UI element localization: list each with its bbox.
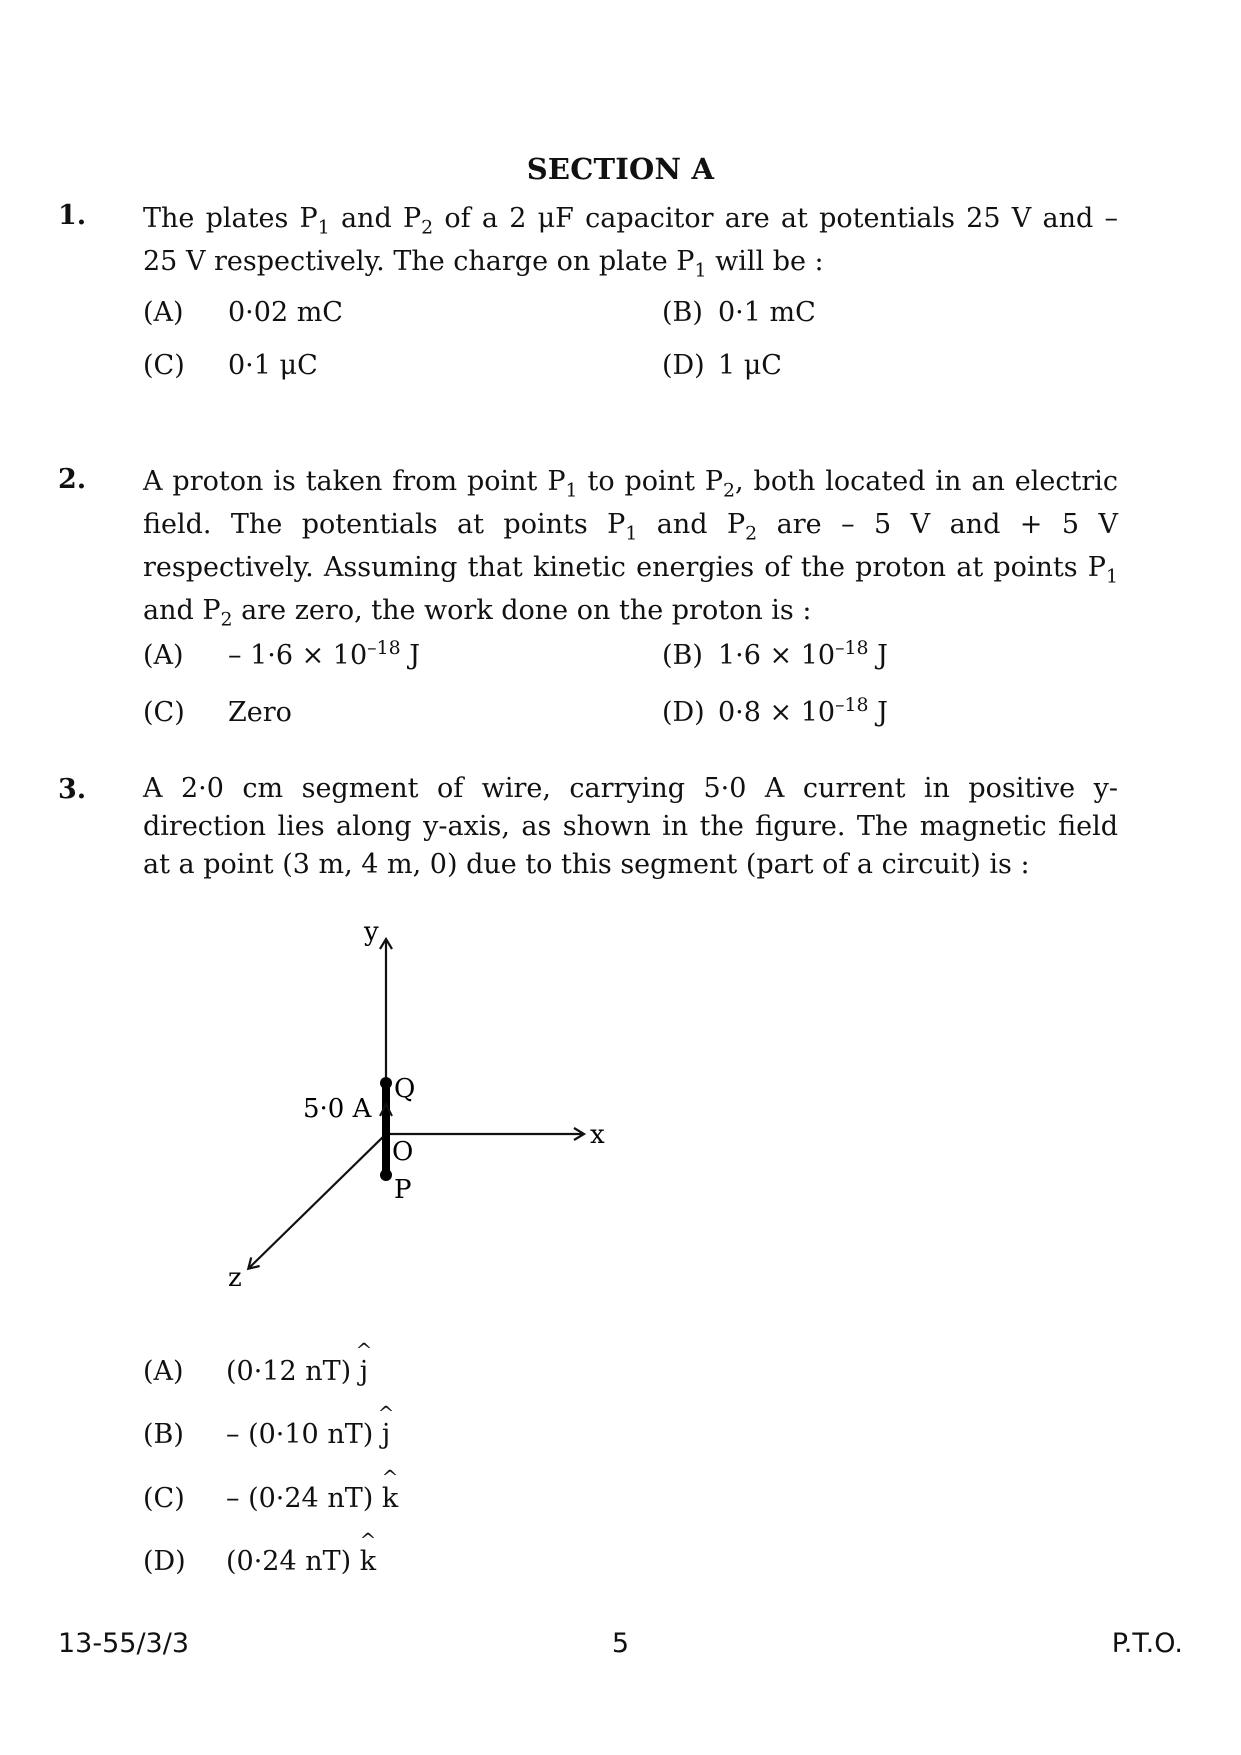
q2-option-b-label: (B) xyxy=(662,640,703,671)
question-1-number: 1. xyxy=(58,200,87,231)
q2-option-d-value: $0\cdot 8 \times 10^{-18}$ J xyxy=(718,694,888,728)
q1-option-a-label: (A) xyxy=(143,297,184,328)
q2-option-a-value: – $1\cdot 6 \times 10^{-18}$ J xyxy=(228,637,421,671)
q2-option-d-label: (D) xyxy=(662,697,705,728)
q1-option-d-label: (D) xyxy=(662,350,705,381)
point-q-label: Q xyxy=(394,1074,416,1104)
question-2-text: A proton is taken from point $P_1$ to point $P_2$, both located in an electric field. The potentials at points $P_1$ and $P_2$ are – 5 V and + 5 V respectively. Assuming that kinetic energies of the proton at points $P_1$ and $P_2$ are zero, the work done on the proton is : xyxy=(143,466,1118,631)
z-axis xyxy=(249,1134,386,1268)
question-3-number: 3. xyxy=(58,774,87,805)
q2-option-c-label: (C) xyxy=(143,697,185,728)
q1-option-c-value: 0·1 μC xyxy=(228,350,318,381)
y-axis-label: y xyxy=(364,917,379,947)
point-p-label: P xyxy=(394,1175,412,1205)
q1-option-a-value: 0·02 mC xyxy=(228,297,343,328)
question-1-text: The plates $P_1$ and $P_2$ of a 2 μF capacitor are at potentials 25 V and – 25 V respectively. The charge on plate $P_1$ will be : xyxy=(143,203,1118,282)
q1-option-c-label: (C) xyxy=(143,350,185,381)
origin-label: O xyxy=(392,1137,414,1167)
q3-option-a-value: (0·12 nT) ^ j xyxy=(226,1338,373,1387)
question-2-number: 2. xyxy=(58,464,87,495)
q1-option-b-value: 0·1 mC xyxy=(718,297,816,328)
q3-option-b-label: (B) xyxy=(143,1419,184,1450)
x-axis-label: x xyxy=(590,1120,605,1150)
paper-code: 13-55/3/3 xyxy=(58,1628,190,1659)
q3-option-d-value: (0·24 nT) ^ k xyxy=(226,1528,377,1577)
q2-option-b-value: $1\cdot 6 \times 10^{-18}$ J xyxy=(718,637,888,671)
pto-label: P.T.O. xyxy=(1111,1628,1183,1659)
current-label: 5·0 A xyxy=(303,1094,372,1124)
q3-option-c-label: (C) xyxy=(143,1483,185,1514)
page-number: 5 xyxy=(611,1628,630,1659)
q3-option-d-label: (D) xyxy=(143,1546,186,1577)
point-q-dot xyxy=(380,1077,392,1089)
q2-option-a-label: (A) xyxy=(143,640,184,671)
q3-option-b-value: – (0·10 nT) ^ j xyxy=(226,1401,395,1450)
q1-option-d-value: 1 μC xyxy=(718,350,782,381)
q1-option-b-label: (B) xyxy=(662,297,703,328)
q3-option-a-label: (A) xyxy=(143,1356,184,1387)
q2-option-c-value: Zero xyxy=(228,697,292,728)
question-3-text: A 2·0 cm segment of wire, carrying 5·0 A current in positive y-direction lies along y-axis, as shown in the figure. The magnetic field at a point (3 m, 4 m, 0) due to this segment (part of a circuit) is : xyxy=(143,773,1118,880)
section-heading: SECTION A xyxy=(526,152,715,186)
point-p-dot xyxy=(380,1169,392,1181)
z-axis-label: z xyxy=(228,1263,242,1293)
q3-option-c-value: – (0·24 nT) ^ k xyxy=(226,1465,399,1514)
